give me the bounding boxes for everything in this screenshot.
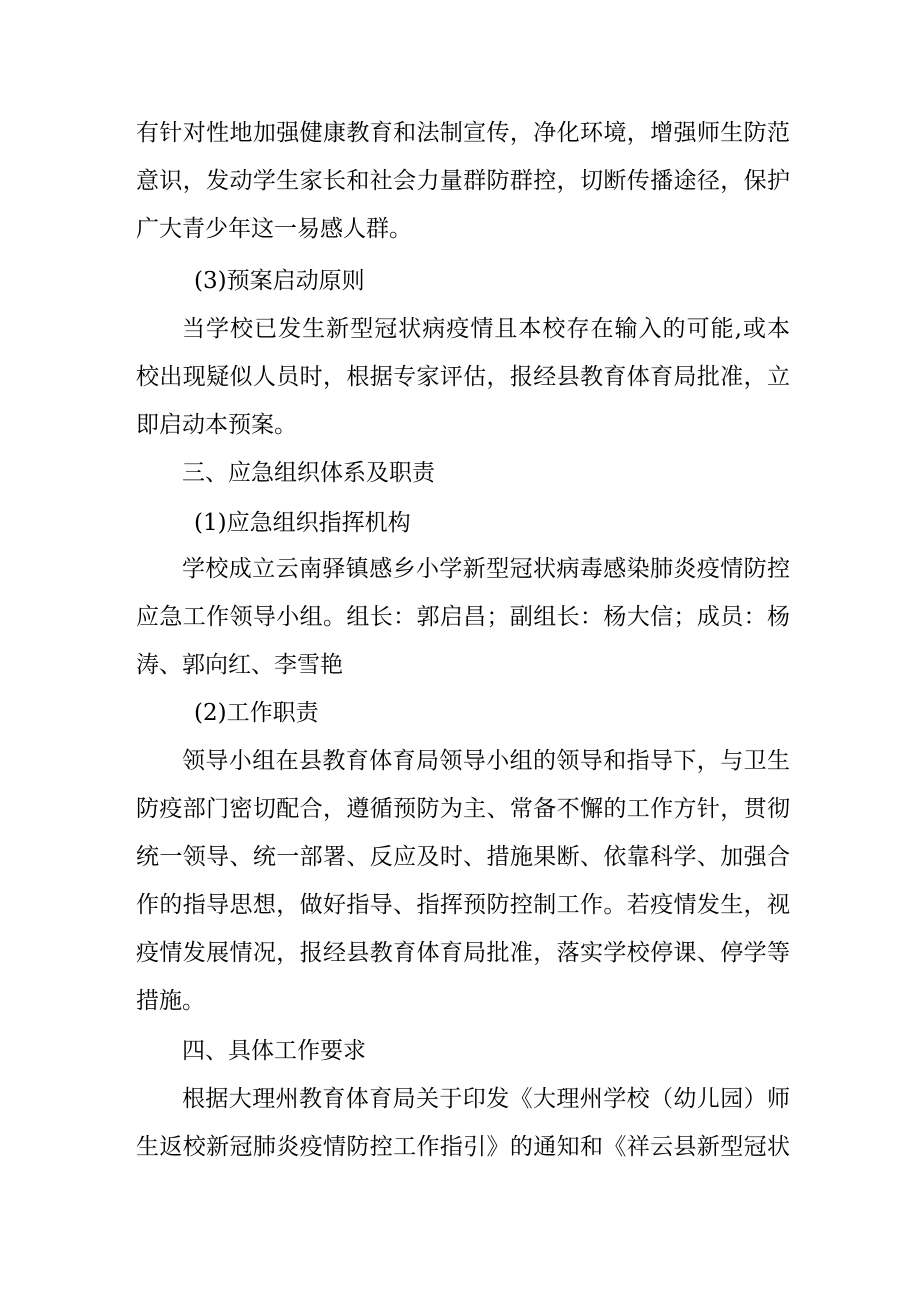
text-line: 防疫部门密切配合，遵循预防为主、常备不懈的工作方针，贯彻 (136, 796, 790, 822)
text-line: 统一领导、统一部署、反应及时、措施果断、依靠科学、加强合 (136, 844, 790, 870)
section-heading-4: 四、具体工作要求 (182, 1038, 366, 1064)
text-line: 作的指导思想，做好指导、指挥预防控制工作。若疫情发生，视 (136, 892, 790, 918)
text-line: 学校成立云南驿镇感乡小学新型冠状病毒感染肺炎疫情防控 (182, 556, 790, 582)
text-line: 即启动本预案。 (136, 412, 297, 438)
text-line: 应急工作领导小组。组长：郭启昌；副组长：杨大信；成员：杨 (136, 604, 790, 630)
text-line: 领导小组在县教育体育局领导小组的领导和指导下，与卫生 (182, 748, 790, 774)
subheading-duties: (2)工作职责 (194, 700, 319, 726)
text-line: 涛、郭向红、李雪艳 (136, 652, 343, 678)
text-line: 根据大理州教育体育局关于印发《大理州学校（幼儿园）师 (182, 1086, 790, 1112)
text-line: 有针对性地加强健康教育和法制宣传，净化环境，增强师生防范 (136, 120, 790, 146)
text-line: 措施。 (136, 988, 205, 1014)
text-line: 生返校新冠肺炎疫情防控工作指引》的通知和《祥云县新型冠状 (136, 1134, 790, 1160)
text-line: 广大青少年这一易感人群。 (136, 216, 412, 242)
subheading-plan-start: (3)预案启动原则 (194, 268, 365, 294)
text-line: 校出现疑似人员时，根据专家评估，报经县教育体育局批准，立 (136, 364, 790, 390)
subheading-command: (1)应急组织指挥机构 (194, 510, 411, 536)
section-heading-3: 三、应急组织体系及职责 (182, 460, 435, 486)
text-line: 疫情发展情况，报经县教育体育局批准，落实学校停课、停学等 (136, 940, 790, 966)
text-line: 当学校已发生新型冠状病疫情且本校存在输入的可能,或本 (182, 316, 790, 342)
text-line: 意识，发动学生家长和社会力量群防群控，切断传播途径，保护 (136, 168, 790, 194)
